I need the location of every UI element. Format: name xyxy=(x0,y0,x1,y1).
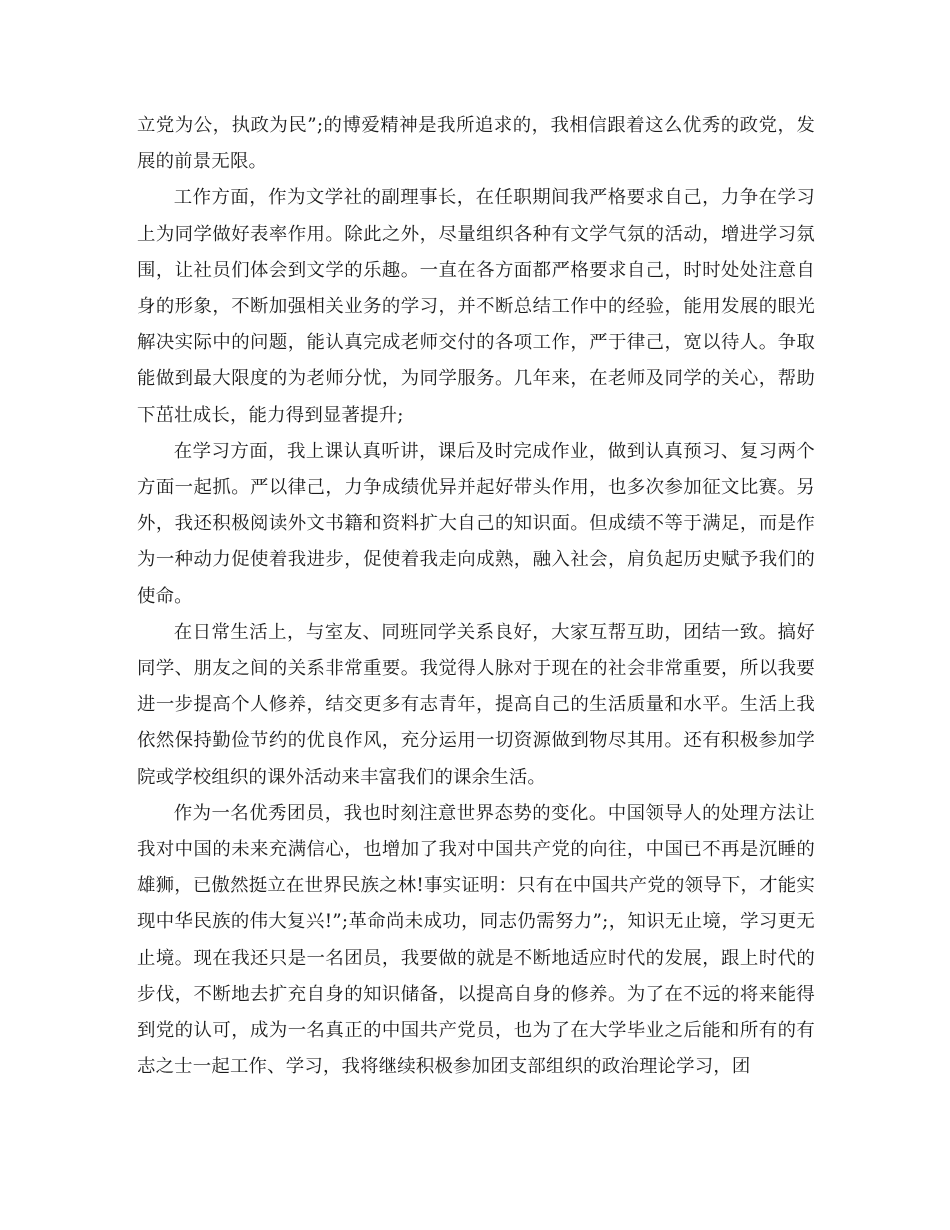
paragraph-continuation: 立党为公，执政为民”;的博爱精神是我所追求的，我相信跟着这么优秀的政党，发展的前景无限。 xyxy=(137,115,815,173)
paragraph-daily-life: 在日常生活上，与室友、同班同学关系良好，大家互帮互助，团结一致。搞好同学、朋友之间的关系非常重要。我觉得人脉对于现在的社会非常重要，所以我要进一步提高个人修养，结交更多有志青年，提高自己的生活质量和水平。生活上我依然保持勤俭节约的优良作风，充分运用一切资源做到物尽其用。还有积极参加学院或学校组织的课外活动来丰富我们的课余生活。 xyxy=(137,621,815,788)
document-body xyxy=(137,108,815,1085)
paragraph-work: 工作方面，作为文学社的副理事长，在任职期间我严格要求自己，力争在学习上为同学做好表率作用。除此之外，尽量组织各种有文学气氛的活动，增进学习氛围，让社员们体会到文学的乐趣。一直在各方面都严格要求自己，时时处处注意自身的形象，不断加强相关业务的学习，并不断总结工作中的经验，能用发展的眼光解决实际中的问题，能认真完成老师交付的各项工作，严于律己，宽以待人。争取能做到最大限度的为老师分忧，为同学服务。几年来，在老师及同学的关心，帮助下茁壮成长，能力得到显著提升; xyxy=(137,187,815,426)
paragraph-study: 在学习方面，我上课认真听讲，课后及时完成作业，做到认真预习、复习两个方面一起抓。严以律己，力争成绩优异并起好带头作用，也多次参加征文比赛。另外，我还积极阅读外文书籍和资料扩大自己的知识面。但成绩不等于满足，而是作为一种动力促使着我进步，促使着我走向成熟，融入社会，肩负起历史赋予我们的使命。 xyxy=(137,440,815,607)
paragraph-league-member: 作为一名优秀团员，我也时刻注意世界态势的变化。中国领导人的处理方法让我对中国的未来充满信心，也增加了我对中国共产党的向往，中国已不再是沉睡的雄狮，已傲然挺立在世界民族之林!事实证明：只有在中国共产党的领导下，才能实现中华民族的伟大复兴!”;革命尚未成功，同志仍需努力”;，知识无止境，学习更无止境。现在我还只是一名团员，我要做的就是不断地适应时代的发展，跟上时代的步伐，不断地去扩充自身的知识储备，以提高自身的修养。为了在不远的将来能得到党的认可，成为一名真正的中国共产党员，也为了在大学毕业之后能和所有的有志之士一起工作、学习，我将继续积极参加团支部组织的政治理论学习，团 xyxy=(137,802,815,1078)
